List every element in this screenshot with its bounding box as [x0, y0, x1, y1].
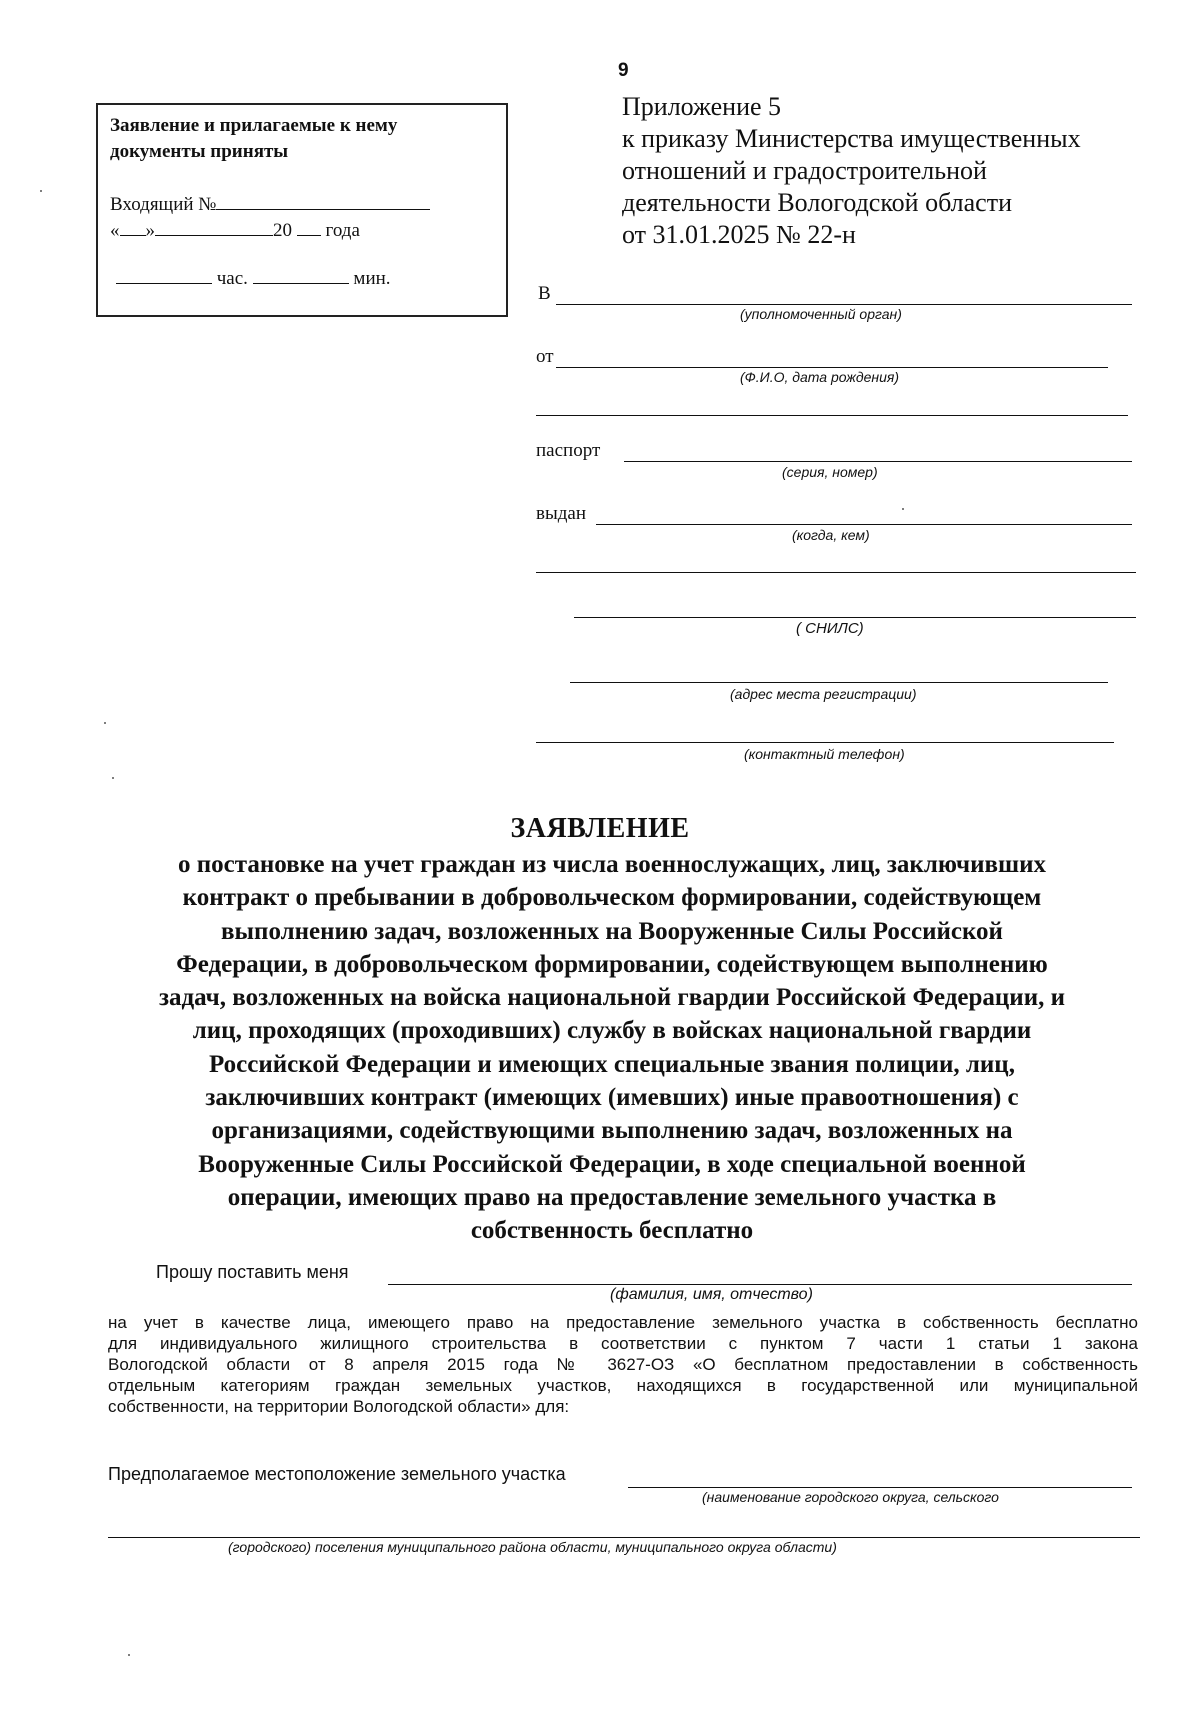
- scan-speck: [112, 777, 114, 779]
- appendix-line: отношений и градостроительной: [622, 156, 987, 185]
- subtitle-line: заключивших контракт (имеющих (имевших) иные правоотношения) с: [205, 1084, 1019, 1112]
- time-row: [116, 265, 391, 290]
- hours-label: час.: [216, 268, 248, 289]
- scan-speck: [40, 190, 42, 192]
- issued-field[interactable]: [596, 524, 1132, 525]
- location-caption-2: (городского) поселения муниципального района области, муниципального округа области): [228, 1539, 837, 1555]
- stamp-title-line: Заявление и прилагаемые к нему: [110, 115, 398, 136]
- quote-open: «: [110, 220, 120, 241]
- incoming-number-row: [110, 191, 430, 216]
- appendix-line: деятельности Вологодской области: [622, 188, 1012, 217]
- body-line: Вологодской области от 8 апреля 2015 года № 3627-ОЗ «О бесплатном предоставлении в собственность: [108, 1355, 1138, 1374]
- subtitle-line: Российской Федерации и имеющих специальные звания полиции, лиц,: [209, 1050, 1015, 1078]
- from-name-field[interactable]: [556, 367, 1108, 368]
- minutes-field[interactable]: [253, 265, 349, 284]
- snils-caption: ( СНИЛС): [796, 620, 864, 637]
- passport-field[interactable]: [624, 461, 1132, 462]
- location-extra-line-field[interactable]: [108, 1537, 1140, 1538]
- subtitle-line: собственность бесплатно: [470, 1217, 754, 1245]
- subtitle-line: лиц, проходящих (проходивших) службу в войсках национальной гвардии: [192, 1017, 1032, 1045]
- receipt-stamp-box: [96, 103, 508, 317]
- passport-label: паспорт: [536, 440, 601, 461]
- subtitle-line: о постановке на учет граждан из числа военнослужащих, лиц, заключивших: [177, 851, 1047, 878]
- location-caption-1: (наименование городского округа, сельского: [702, 1489, 999, 1505]
- subtitle-line: организациями, содействующими выполнению задач, возложенных на: [211, 1117, 1013, 1145]
- year-prefix: 20: [273, 220, 292, 241]
- body-line: на учет в качестве лица, имеющего право на предоставление земельного участка в собственность бесплатно: [108, 1313, 1138, 1332]
- phone-field[interactable]: [536, 742, 1114, 743]
- subtitle-line: выполнению задач, возложенных на Вооруженные Силы Российской: [221, 917, 1003, 945]
- from-label: от: [536, 346, 554, 367]
- location-field[interactable]: [628, 1487, 1132, 1488]
- issued-label: выдан: [536, 503, 587, 524]
- body-line: для индивидуального жилищного строительства в соответствии с пунктом 7 части 1 статьи 1 закона: [108, 1334, 1138, 1353]
- stamp-title: [110, 113, 397, 165]
- quote-close: »: [145, 220, 155, 241]
- hours-field[interactable]: [116, 265, 212, 284]
- year-field[interactable]: [297, 217, 321, 236]
- incoming-number-field[interactable]: [216, 191, 430, 210]
- appendix-line: от 31.01.2025 № 22-н: [622, 220, 856, 249]
- scan-speck: [128, 1654, 130, 1656]
- to-label: В: [538, 283, 551, 304]
- to-authority-caption: (уполномоченный орган): [740, 306, 902, 322]
- year-label: года: [325, 220, 360, 241]
- issued-extra-line-field[interactable]: [536, 572, 1136, 573]
- request-body-text: [108, 1312, 1138, 1417]
- subtitle-line: операции, имеющих право на предоставление земельного участка в: [227, 1183, 997, 1211]
- phone-caption: (контактный телефон): [744, 746, 905, 762]
- request-label: Прошу поставить меня: [156, 1262, 349, 1282]
- issued-caption: (когда, кем): [792, 527, 870, 543]
- scan-speck: [104, 722, 106, 724]
- address-caption: (адрес места регистрации): [730, 686, 917, 702]
- document-subtitle: [112, 848, 1112, 1248]
- month-field[interactable]: [155, 217, 273, 236]
- subtitle-line: Вооруженные Силы Российской Федерации, в ходе специальной военной: [198, 1150, 1026, 1178]
- scan-speck: [902, 508, 904, 510]
- address-field[interactable]: [570, 682, 1108, 683]
- from-extra-line-field[interactable]: [536, 415, 1128, 416]
- from-name-caption: (Ф.И.О, дата рождения): [740, 369, 900, 385]
- location-label: Предполагаемое местоположение земельного участка: [108, 1464, 566, 1484]
- applicant-name-caption: (фамилия, имя, отчество): [610, 1286, 813, 1303]
- body-line: собственности, на территории Вологодской области» для:: [108, 1397, 570, 1416]
- subtitle-line: задач, возложенных на войска национальной гвардии Российской Федерации, и: [158, 984, 1066, 1012]
- passport-caption: (серия, номер): [782, 464, 878, 480]
- stamp-title-line: документы приняты: [110, 141, 289, 162]
- minutes-label: мин.: [353, 268, 391, 289]
- subtitle-line: Федерации, в добровольческом формировании, содействующем выполнению: [176, 950, 1048, 978]
- page-number: 9: [618, 60, 629, 81]
- applicant-name-field[interactable]: [388, 1284, 1132, 1285]
- appendix-line: Приложение 5: [622, 92, 782, 121]
- document-title: ЗАЯВЛЕНИЕ: [510, 813, 690, 844]
- appendix-line: к приказу Министерства имущественных: [622, 124, 1081, 153]
- appendix-header: [622, 91, 1162, 251]
- date-row: [110, 217, 360, 242]
- body-line: отдельным категориям граждан земельных участков, находящихся в государственной или муниципальной: [108, 1376, 1138, 1395]
- snils-field[interactable]: [574, 617, 1136, 618]
- to-authority-field[interactable]: [556, 304, 1132, 305]
- incoming-label: Входящий №: [110, 194, 217, 215]
- subtitle-line: контракт о пребывании в добровольческом формировании, содействующем: [182, 884, 1042, 912]
- day-field[interactable]: [120, 217, 146, 236]
